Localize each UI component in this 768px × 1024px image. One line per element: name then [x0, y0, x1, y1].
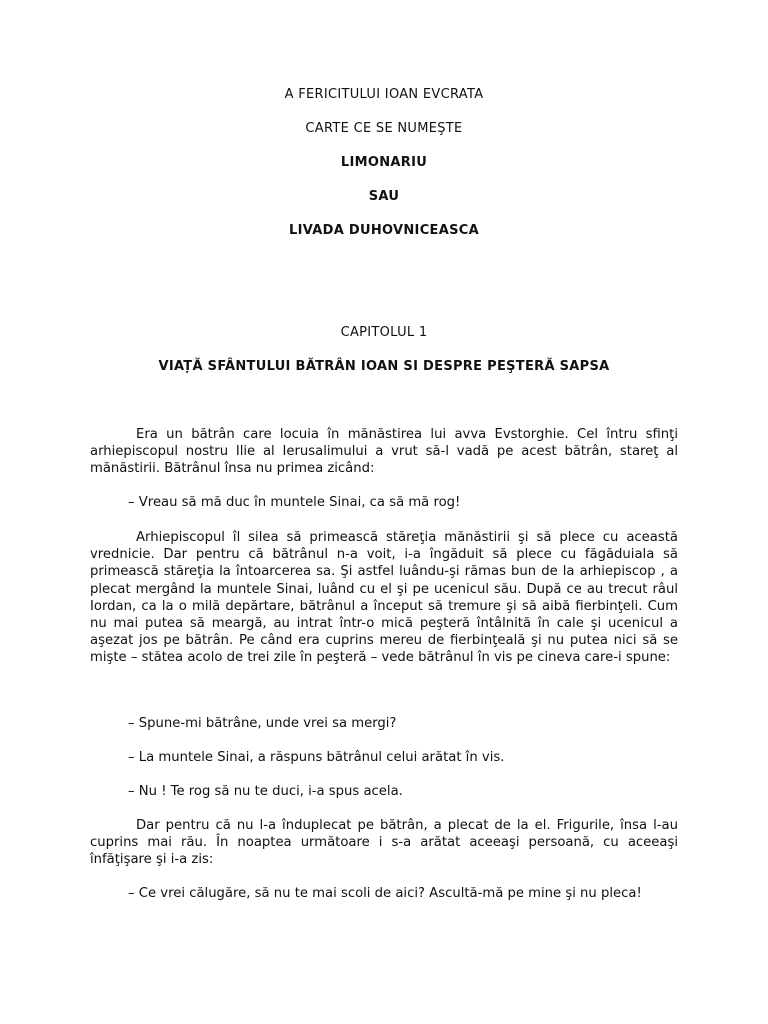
heading-title: LIMONARIU — [340, 155, 428, 170]
heading-line-2: CARTE CE SE NUMEŞTE — [305, 121, 463, 136]
chapter-number: CAPITOLUL 1 — [340, 325, 428, 340]
heading-line-sau: SAU — [368, 189, 400, 204]
dialog-line-3: – La muntele Sinai, a răspuns bătrânul celui arătat în vis. — [128, 750, 505, 765]
chapter-title: VIAȚĂ SFÂNTULUI BĂTRÂN IOAN SI DESPRE PEŞTERĂ SAPSA — [158, 359, 610, 374]
paragraph-2: Arhiepiscopul îl silea să primească stăreţia mănăstirii şi să plece cu această vrednicie. Dar pentru că bătrânul n-a voit, i-a îngăduit să plece cu făgăduiala să primească stăreţia la întoarcerea sa. Şi astfel luându-şi rămas bun de la arhiepiscop , a plecat mergând la muntele Sinai, luând cu el şi pe ucenicul său. După ce au trecut râul Iordan, ca la o milă depărtare, bătrânul a început să tremure şi să aibă fierbinţeli. Cum nu mai putea să meargă, au intrat într-o mică peşteră întâlnită în cale şi ucenicul a aşezat jos pe bătrân. Pe când era cuprins mereu de fierbinţeală şi nu putea nici să se mişte – stătea acolo de trei zile în peşteră – vede bătrânul în vis pe cineva care-i spune: — [90, 530, 678, 666]
paragraph-3: Dar pentru că nu l-a înduplecat pe bătrân, a plecat de la el. Frigurile, însa l-au cuprins mai rău. În noaptea următoare i s-a arătat aceeaşi persoană, cu aceeaşi înfăţişare şi i-a zis: — [90, 818, 678, 868]
dialog-line-1: – Vreau să mă duc în muntele Sinai, ca să mă rog! — [128, 495, 461, 510]
dialog-line-4: – Nu ! Te rog să nu te duci, i-a spus acela. — [128, 784, 403, 799]
heading-line-1: A FERICITULUI IOAN EVCRATA — [284, 87, 484, 102]
paragraph-1: Era un bătrân care locuia în mănăstirea lui avva Evstorghie. Cel întru sfinţi arhiepiscopul nostru Ilie al Ierusalimului a vrut să-l vadă pe acest bătrân, stareţ al mănăstirii. Bătrânul însa nu primea zicând: — [90, 427, 678, 477]
dialog-line-5: – Ce vrei călugăre, să nu te mai scoli de aici? Ascultă-mă pe mine şi nu pleca! — [128, 886, 642, 901]
heading-subtitle: LIVADA DUHOVNICEASCA — [289, 223, 479, 238]
dialog-line-2: – Spune-mi bătrâne, unde vrei sa mergi? — [128, 716, 397, 731]
